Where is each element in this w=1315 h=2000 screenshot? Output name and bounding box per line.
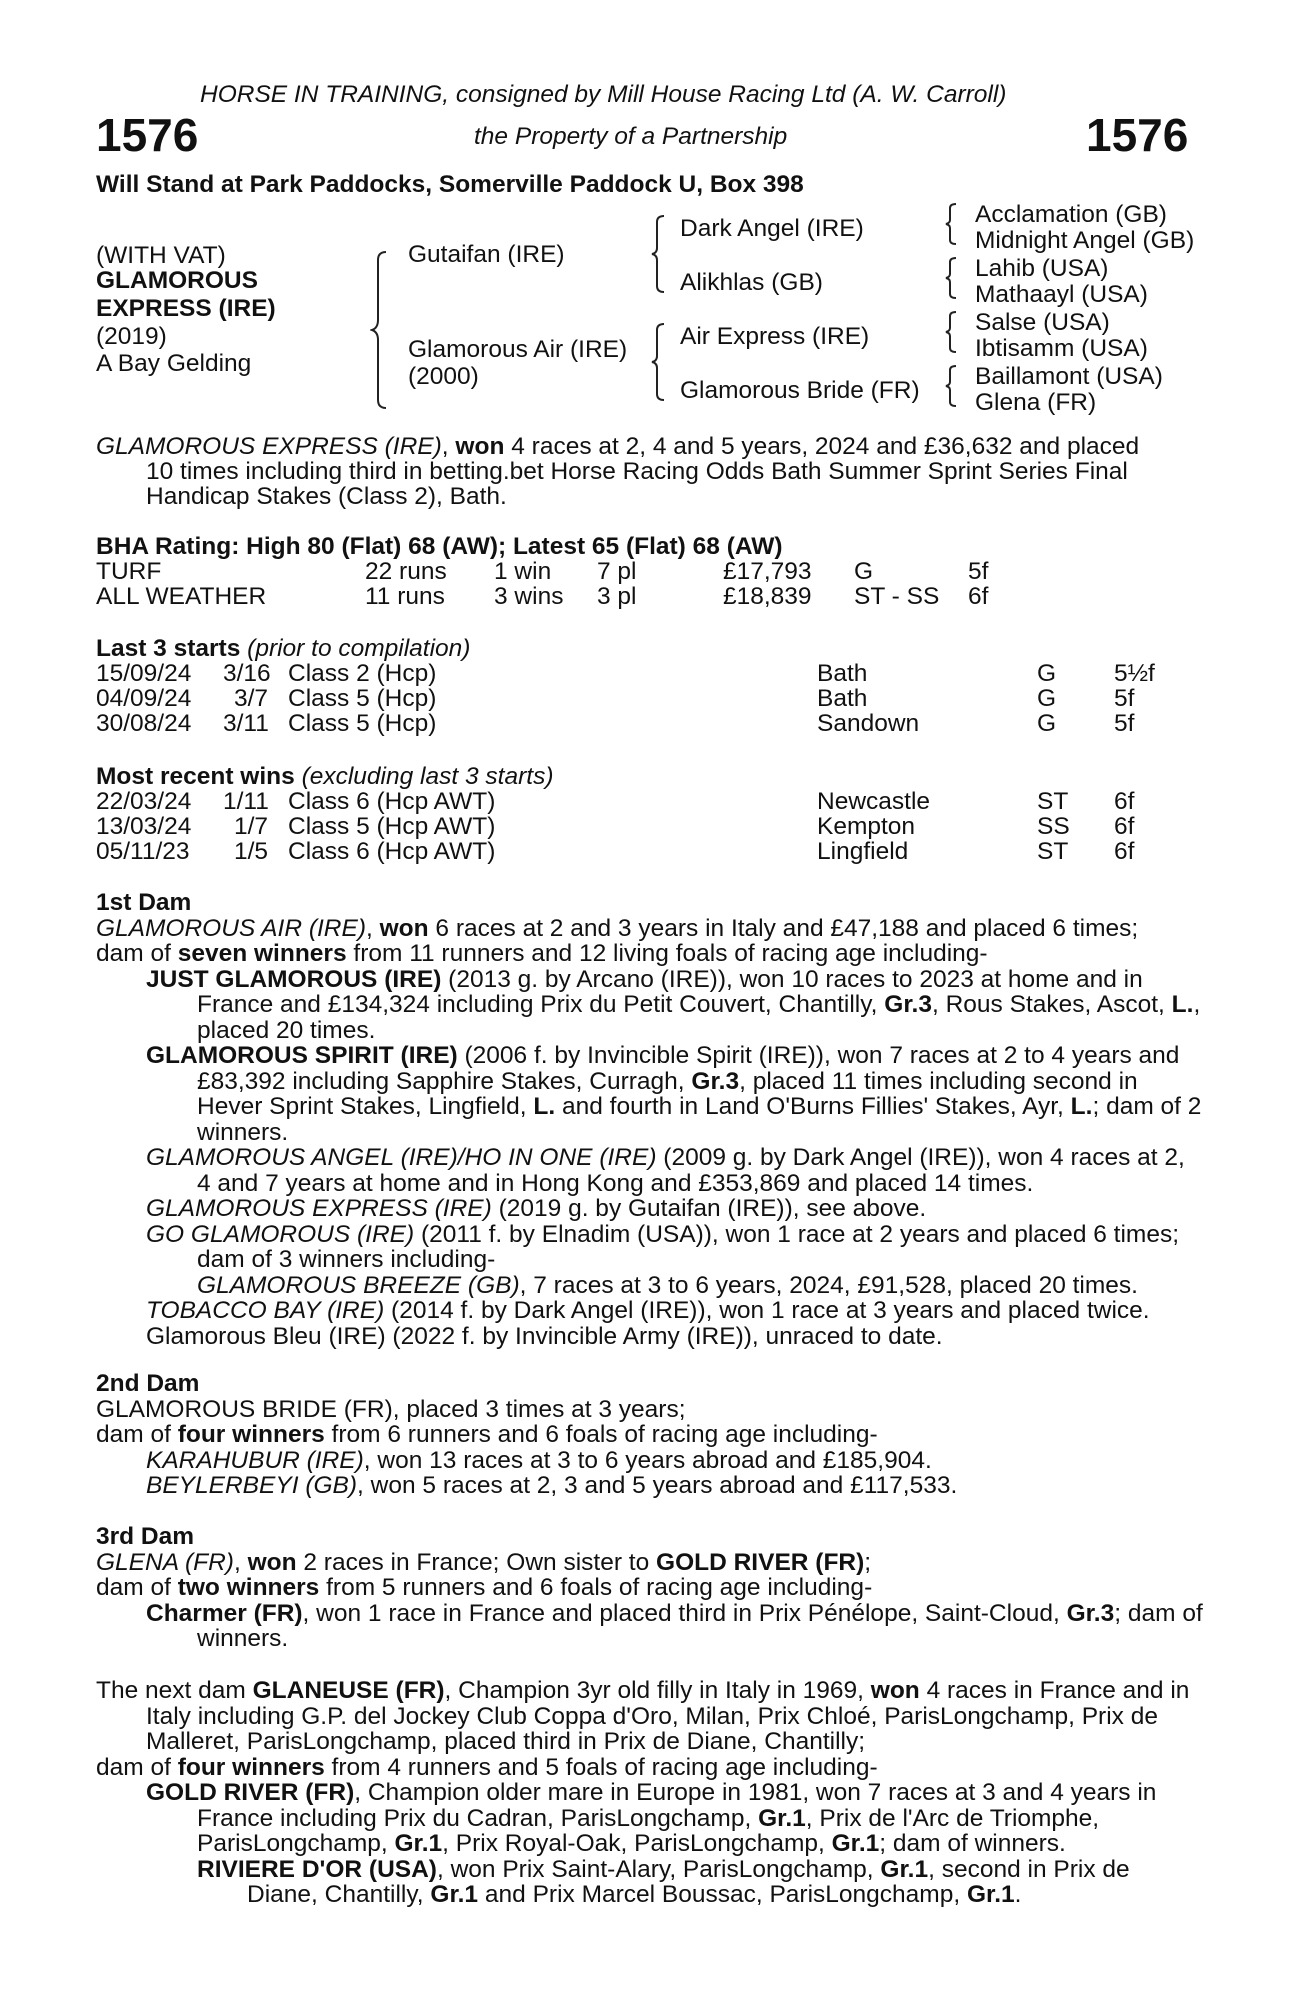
race-position: 1/7	[234, 813, 269, 840]
race-distance: 5f	[1114, 685, 1135, 712]
pedigree-sire-sire: Dark Angel (IRE)	[680, 215, 864, 242]
rating-wins: 1 win	[494, 558, 552, 585]
pedigree-brace-3c	[944, 310, 958, 354]
text: from 11 runners and 12 living foals of racing age including-	[346, 940, 988, 967]
race-class: Class 2 (Hcp)	[288, 660, 437, 687]
race-class: Class 5 (Hcp)	[288, 710, 437, 737]
won-label: won	[379, 914, 429, 942]
last3-title: Last 3 starts	[96, 635, 241, 662]
rating-row-turf	[96, 559, 1204, 584]
rating-runs: 11 runs	[365, 583, 445, 610]
text: ; dam of winners.	[197, 1599, 1203, 1652]
summary-line1: GLAMOROUS EXPRESS (IRE), won 4 races at 2, 4 and 5 years, 2024 and £36,632 and placed	[96, 433, 1140, 460]
text: ,	[233, 1548, 248, 1576]
race-distance: 5½f	[1114, 660, 1155, 687]
third-dam-title: 3rd Dam	[96, 1523, 195, 1550]
recent-row	[96, 814, 1204, 839]
rating-title: BHA Rating: High 80 (Flat) 68 (AW); Latest 65 (Flat) 68 (AW)	[96, 533, 783, 560]
text: (2019 g. by Gutaifan (IRE)), see above.	[491, 1195, 927, 1222]
progeny-entry	[96, 1473, 1204, 1499]
relative-name: GOLD RIVER (FR)	[656, 1548, 865, 1576]
pedigree-brace-3d	[944, 364, 958, 408]
rating-distance: 6f	[968, 583, 989, 610]
last3-note: (prior to compilation)	[240, 635, 471, 662]
stand-line: Will Stand at Park Paddocks, Somerville Paddock U, Box 398	[96, 171, 804, 198]
progeny-entry	[96, 1145, 1204, 1196]
pedigree-g2: Midnight Angel (GB)	[975, 227, 1195, 254]
progeny-name: KARAHUBUR (IRE)	[146, 1446, 364, 1474]
consignment-line: HORSE IN TRAINING, consigned by Mill House Racing Ltd (A. W. Carroll)	[200, 81, 1007, 108]
summary-text1: 4 races at 2, 4 and 5 years, 2024 and £36,632 and placed	[504, 433, 1140, 460]
race-going: G	[1037, 660, 1057, 687]
progeny-name: Charmer (FR)	[146, 1599, 303, 1627]
grade-label: Gr.3	[691, 1067, 740, 1095]
third-dam-line2	[96, 1575, 1204, 1601]
text: and fourth in Land O'Burns Fillies' Stakes, Ayr,	[555, 1093, 1071, 1120]
rating-row-aw	[96, 584, 1204, 609]
race-date: 30/08/24	[96, 710, 192, 737]
last3-heading	[96, 636, 470, 662]
grand-progeny-entry	[96, 1273, 1204, 1299]
pedigree-dam: Glamorous Air (IRE)	[408, 336, 628, 363]
recent-heading	[96, 764, 553, 790]
lot-number-right: 1576	[1086, 109, 1189, 161]
text: 4 races in France and in Italy including G.P. del Jockey Club Coppa d'Oro, Milan, Prix Chloé, ParisLongchamp, Prix de Malleret, ParisLongchamp, placed third in Prix de Diane, Chantilly;	[146, 1677, 1190, 1755]
pedigree-g1: Acclamation (GB)	[975, 201, 1167, 228]
won-label: won	[247, 1548, 297, 1576]
rating-surface: TURF	[96, 558, 162, 585]
progeny-name: GOLD RIVER (FR)	[146, 1779, 355, 1806]
race-date: 04/09/24	[96, 685, 192, 712]
pedigree-g5: Salse (USA)	[975, 309, 1110, 336]
grade-label: Gr.1	[880, 1855, 929, 1883]
progeny-name: GLAMOROUS BREEZE (GB)	[197, 1271, 520, 1299]
progeny-name: BEYLERBEYI (GB)	[146, 1472, 358, 1499]
text: from 4 runners and 5 foals of racing age including-	[324, 1753, 878, 1781]
text: , won 5 races at 2, 3 and 5 years abroad and £117,533.	[357, 1472, 958, 1499]
race-going: SS	[1037, 813, 1070, 840]
race-distance: 6f	[1114, 788, 1135, 815]
grade-label: Gr.3	[1066, 1599, 1115, 1627]
rating-wins: 3 wins	[494, 583, 564, 610]
text: , placed 20 times.	[197, 991, 1201, 1044]
third-dam-line1	[96, 1550, 1204, 1576]
rating-placed: 3 pl	[597, 583, 637, 610]
grade-label: Gr.1	[831, 1830, 880, 1857]
race-course: Lingfield	[817, 838, 909, 865]
text: .	[1014, 1881, 1022, 1908]
last3-row	[96, 686, 1204, 711]
text: , Rous Stakes, Ascot,	[931, 991, 1172, 1018]
second-dam-section	[96, 1371, 1204, 1499]
progeny-entry	[96, 1043, 1204, 1145]
text: , second in Prix de Diane, Chantilly,	[247, 1855, 1130, 1908]
property-line: the Property of a Partnership	[474, 123, 788, 150]
grand-progeny-entry	[96, 1857, 1204, 1908]
rating-going: ST - SS	[854, 583, 940, 610]
horse-description: A Bay Gelding	[96, 350, 252, 377]
progeny-entry	[96, 1780, 1204, 1857]
race-distance: 6f	[1114, 813, 1135, 840]
pedigree-g8: Glena (FR)	[975, 389, 1097, 416]
race-position: 3/16	[223, 660, 271, 687]
next-dam-line2	[96, 1755, 1204, 1781]
third-dam-section	[96, 1524, 1204, 1652]
text: (2011 f. by Elnadim (USA)), won 1 race at 2 years and placed 6 times; dam of 3 winners including-	[197, 1220, 1180, 1273]
lot-number-left: 1576	[96, 109, 199, 161]
progeny-entry	[96, 1222, 1204, 1273]
text: ; dam of 2 winners.	[197, 1093, 1202, 1146]
progeny-entry	[96, 1448, 1204, 1474]
text: ; dam of winners.	[879, 1830, 1066, 1857]
recent-row	[96, 839, 1204, 864]
race-class: Class 5 (Hcp)	[288, 685, 437, 712]
pedigree-sire: Gutaifan (IRE)	[408, 241, 565, 268]
text: , won 13 races at 3 to 6 years abroad and £185,904.	[363, 1446, 932, 1474]
race-date: 15/09/24	[96, 660, 192, 687]
text: , won 1 race in France and placed third in Prix Pénélope, Saint-Cloud,	[302, 1599, 1067, 1627]
text: , Prix de l'Arc de Triomphe, ParisLongchamp,	[197, 1804, 1100, 1857]
summary-horse-name: GLAMOROUS EXPRESS (IRE)	[96, 433, 442, 460]
grade-label: Gr.1	[394, 1830, 443, 1857]
race-position: 1/11	[223, 788, 269, 815]
race-date: 05/11/23	[96, 838, 190, 865]
rating-surface: ALL WEATHER	[96, 583, 267, 610]
text: dam of	[96, 1421, 178, 1448]
pedigree-dam-sire: Air Express (IRE)	[680, 323, 870, 350]
next-dam-line1	[96, 1678, 1204, 1755]
race-distance: 5f	[1114, 710, 1135, 737]
recent-note: (excluding last 3 starts)	[294, 763, 554, 790]
progeny-name: GLAMOROUS ANGEL (IRE)/HO IN ONE (IRE)	[146, 1144, 657, 1171]
text: (2009 g. by Dark Angel (IRE)), won 4 races at 2, 4 and 7 years at home and in Hong Kong and £353,869 and placed 14 times.	[197, 1144, 1185, 1197]
won-label: won	[870, 1677, 920, 1704]
progeny-name: RIVIERE D'OR (USA)	[197, 1855, 437, 1883]
race-going: ST	[1037, 788, 1069, 815]
race-going: G	[1037, 685, 1057, 712]
pedigree-brace-3a	[944, 202, 958, 246]
vat-label: (WITH VAT)	[96, 242, 226, 269]
race-course: Bath	[817, 685, 868, 712]
race-position: 3/11	[223, 710, 269, 737]
grade-label: Gr.1	[758, 1804, 806, 1832]
race-class: Class 6 (Hcp AWT)	[288, 788, 496, 815]
last3-row	[96, 711, 1204, 736]
rating-placed: 7 pl	[597, 558, 637, 585]
grade-label: Gr.1	[966, 1881, 1015, 1908]
grade-label: L.	[1070, 1093, 1093, 1120]
pedigree-brace-2a	[650, 214, 668, 294]
race-going: G	[1037, 710, 1057, 737]
first-dam-title: 1st Dam	[96, 889, 192, 916]
progeny-entry	[96, 1298, 1204, 1324]
grade-label: Gr.3	[884, 991, 932, 1018]
winners-count: four winners	[177, 1421, 325, 1448]
next-dam-name: GLANEUSE (FR)	[252, 1677, 445, 1704]
race-going: ST	[1037, 838, 1069, 865]
race-position: 1/5	[234, 838, 269, 865]
rating-going: G	[854, 558, 874, 585]
text: (2013 g. by Arcano (IRE)), won 10 races to 2023 at home and in France and £134,324 including Prix du Petit Couvert, Chantilly,	[197, 965, 1143, 1018]
text: , Champion 3yr old filly in Italy in 1969,	[444, 1677, 871, 1704]
rating-money: £18,839	[723, 583, 812, 610]
progeny-name: GLAMOROUS SPIRIT (IRE)	[146, 1042, 458, 1069]
text: ;	[864, 1548, 872, 1576]
first-dam-name: GLAMOROUS AIR (IRE)	[96, 914, 366, 942]
text: , won Prix Saint-Alary, ParisLongchamp,	[436, 1855, 881, 1883]
grade-label: L.	[1171, 991, 1194, 1018]
summary-text3: Handicap Stakes (Class 2), Bath.	[146, 483, 507, 510]
next-dam-section	[96, 1678, 1204, 1908]
pedigree-g7: Baillamont (USA)	[975, 363, 1163, 390]
race-date: 13/03/24	[96, 813, 192, 840]
race-course: Sandown	[817, 710, 920, 737]
race-course: Bath	[817, 660, 868, 687]
race-class: Class 6 (Hcp AWT)	[288, 838, 496, 865]
race-position: 3/7	[234, 685, 269, 712]
progeny-name: GO GLAMOROUS (IRE)	[146, 1220, 415, 1248]
text: , Champion older mare in Europe in 1981, won 7 races at 3 and 4 years in France including Prix du Cadran, ParisLongchamp,	[197, 1779, 1157, 1832]
rating-money: £17,793	[723, 558, 812, 585]
rating-runs: 22 runs	[365, 558, 447, 585]
progeny-name: JUST GLAMOROUS (IRE)	[146, 965, 442, 993]
text: , Prix Royal-Oak, ParisLongchamp,	[442, 1830, 832, 1857]
recent-row	[96, 789, 1204, 814]
winners-count: seven winners	[177, 940, 347, 967]
pedigree-dam-dam: Glamorous Bride (FR)	[680, 377, 920, 404]
pedigree-brace-2b	[650, 322, 668, 402]
progeny-name: TOBACCO BAY (IRE)	[146, 1297, 385, 1324]
text: The next dam	[96, 1677, 253, 1704]
first-dam-line1	[96, 916, 1204, 942]
progeny-entry: Glamorous Bleu (IRE) (2022 f. by Invincible Army (IRE)), unraced to date.	[146, 1322, 943, 1350]
horse-name-line2: EXPRESS (IRE)	[96, 295, 276, 322]
horse-year: (2019)	[96, 323, 167, 350]
race-distance: 6f	[1114, 838, 1135, 865]
grade-label: L.	[533, 1093, 556, 1120]
first-dam-line2	[96, 941, 1204, 967]
second-dam-line2	[96, 1422, 1204, 1448]
text: , 7 races at 3 to 6 years, 2024, £91,528, placed 20 times.	[519, 1271, 1138, 1299]
rating-distance: 5f	[968, 558, 989, 585]
winners-count: two winners	[177, 1574, 320, 1601]
text: , placed 11 times including second in Hever Sprint Stakes, Lingfield,	[197, 1067, 1138, 1120]
progeny-entry	[96, 1601, 1204, 1652]
pedigree-sire-dam: Alikhlas (GB)	[680, 269, 823, 296]
text: dam of	[96, 1574, 178, 1601]
pedigree-brace-3b	[944, 256, 958, 300]
last3-row	[96, 661, 1204, 686]
second-dam-line1: GLAMOROUS BRIDE (FR), placed 3 times at 3 years;	[96, 1395, 686, 1423]
pedigree-g3: Lahib (USA)	[975, 255, 1109, 282]
pedigree-dam-year: (2000)	[408, 363, 479, 390]
text: from 5 runners and 6 foals of racing age including-	[319, 1574, 873, 1601]
text: 2 races in France; Own sister to	[296, 1548, 657, 1576]
text: dam of	[96, 940, 178, 967]
progeny-entry	[96, 967, 1204, 1044]
text: and Prix Marcel Boussac, ParisLongchamp,	[478, 1881, 967, 1908]
grade-label: Gr.1	[430, 1881, 479, 1908]
text: 6 races at 2 and 3 years in Italy and £47,188 and placed 6 times;	[428, 914, 1139, 942]
third-dam-name: GLENA (FR)	[96, 1548, 234, 1576]
pedigree-brace-1	[370, 250, 390, 410]
first-dam-section	[96, 890, 1204, 1349]
progeny-entry	[96, 1196, 1204, 1222]
pedigree-g6: Ibtisamm (USA)	[975, 335, 1148, 362]
second-dam-title: 2nd Dam	[96, 1370, 200, 1397]
horse-name-line1: GLAMOROUS	[96, 267, 258, 294]
text: from 6 runners and 6 foals of racing age including-	[324, 1421, 878, 1448]
race-course: Kempton	[817, 813, 916, 840]
pedigree-g4: Mathaayl (USA)	[975, 281, 1148, 308]
winners-count: four winners	[177, 1753, 325, 1781]
race-date: 22/03/24	[96, 788, 192, 815]
text: dam of	[96, 1753, 178, 1781]
recent-title: Most recent wins	[96, 763, 295, 790]
summary-won: won	[455, 433, 505, 460]
progeny-name: GLAMOROUS EXPRESS (IRE)	[146, 1195, 492, 1222]
race-course: Newcastle	[817, 788, 931, 815]
summary-text2: 10 times including third in betting.bet Horse Racing Odds Bath Summer Sprint Series Final	[146, 458, 1128, 485]
race-class: Class 5 (Hcp AWT)	[288, 813, 496, 840]
text: (2014 f. by Dark Angel (IRE)), won 1 race at 3 years and placed twice.	[384, 1297, 1150, 1324]
text: (2006 f. by Invincible Spirit (IRE)), won 7 races at 2 to 4 years and £83,392 including Sapphire Stakes, Curragh,	[197, 1042, 1180, 1095]
text: ,	[365, 914, 380, 942]
